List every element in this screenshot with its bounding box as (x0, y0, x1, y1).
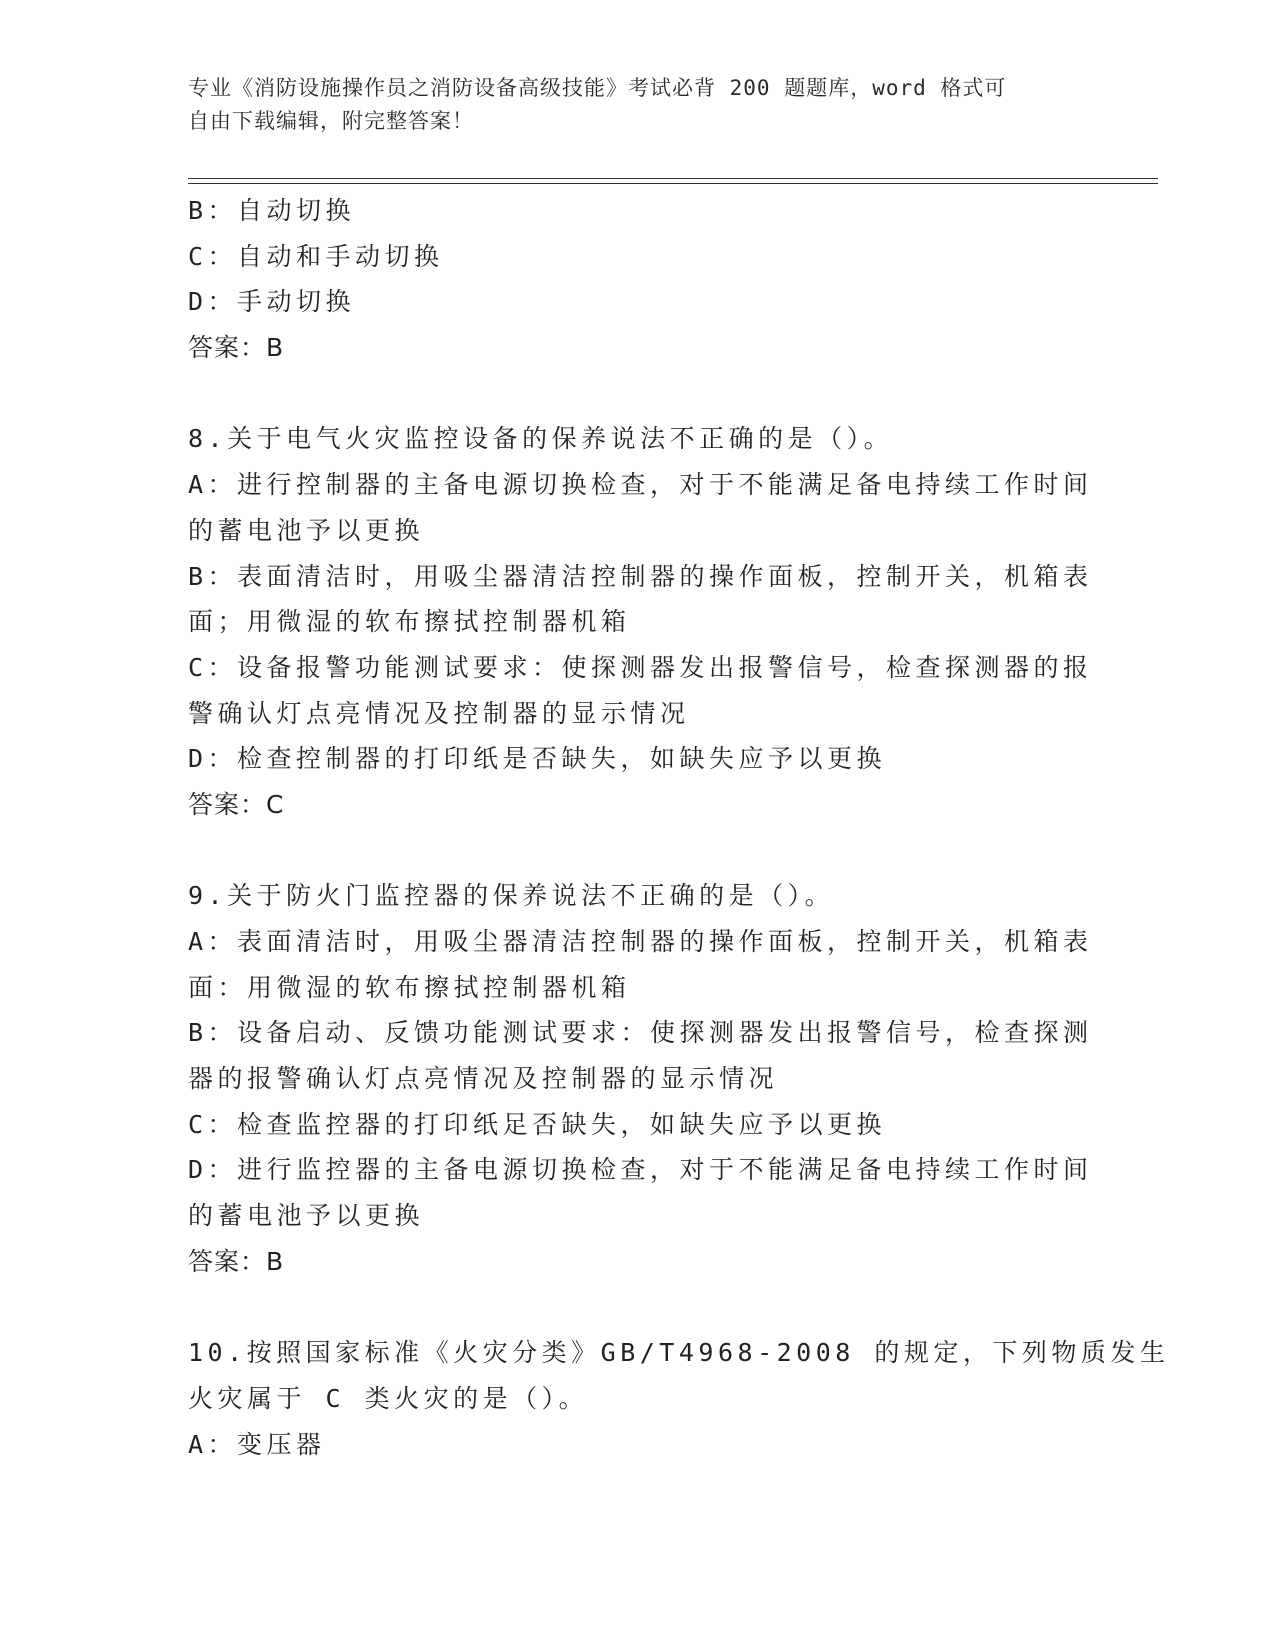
option-d-cont: 的蓄电池予以更换 (188, 1201, 425, 1231)
option-b: B：表面清洁时，用吸尘器清洁控制器的操作面板，控制开关，机箱表 (188, 561, 1093, 591)
option-b-cont: 面；用微湿的软布擦拭控制器机箱 (188, 607, 631, 637)
option-c: C：自动和手动切换 (188, 241, 444, 271)
option-d: D：检查控制器的打印纸是否缺失，如缺失应予以更换 (188, 744, 887, 774)
header-line-1: 专业《消防设施操作员之消防设备高级技能》考试必背 200 题题库，word 格式可 (188, 76, 1007, 100)
spacer (188, 828, 1088, 874)
option-b: B：自动切换 (188, 196, 356, 225)
document-body (188, 188, 1170, 1467)
answer-line: 答案：B (188, 333, 285, 363)
spacer (188, 371, 1088, 417)
option-a: A：表面清洁时，用吸尘器清洁控制器的操作面板，控制开关，机箱表 (188, 927, 1093, 956)
question-10 (188, 1330, 1170, 1467)
option-a: A：进行控制器的主备电源切换检查，对于不能满足备电持续工作时间 (188, 470, 1093, 500)
question-8 (188, 416, 1093, 827)
option-c-cont: 警确认灯点亮情况及控制器的显示情况 (188, 698, 690, 728)
header-rule-top (188, 178, 1158, 179)
option-a: A：变压器 (188, 1429, 326, 1459)
question-stem: 9.关于防火门监控器的保养说法不正确的是（）。 (188, 881, 835, 911)
option-c: C：检查监控器的打印纸足否缺失，如缺失应予以更换 (188, 1109, 887, 1139)
question-stem: 10.按照国家标准《火灾分类》GB/T4968-2008 的规定，下列物质发生 (188, 1338, 1170, 1368)
option-b: B：设备启动、反馈功能测试要求：使探测器发出报警信号，检查探测 (188, 1018, 1093, 1048)
answer-line: 答案：C (188, 789, 285, 819)
header-rule-bottom (188, 183, 1158, 184)
answer-line: 答案：B (188, 1246, 285, 1276)
question-7-tail (188, 188, 1088, 371)
question-stem-cont: 火灾属于 C 类火灾的是（）。 (188, 1383, 589, 1413)
option-a-cont: 面：用微湿的软布擦拭控制器机箱 (188, 972, 631, 1002)
option-c: C：设备报警功能测试要求：使探测器发出报警信号，检查探测器的报 (188, 652, 1093, 682)
option-a-cont: 的蓄电池予以更换 (188, 515, 425, 545)
question-9 (188, 873, 1093, 1284)
question-stem: 8.关于电气火灾监控设备的保养说法不正确的是（）。 (188, 424, 894, 454)
header-line-2: 自由下载编辑，附完整答案！ (188, 109, 474, 133)
spacer (188, 1285, 1088, 1331)
option-d: D：进行监控器的主备电源切换检查，对于不能满足备电持续工作时间 (188, 1155, 1093, 1185)
page-header (188, 72, 1068, 138)
option-b-cont: 器的报警确认灯点亮情况及控制器的显示情况 (188, 1064, 779, 1094)
option-d: D：手动切换 (188, 287, 356, 317)
